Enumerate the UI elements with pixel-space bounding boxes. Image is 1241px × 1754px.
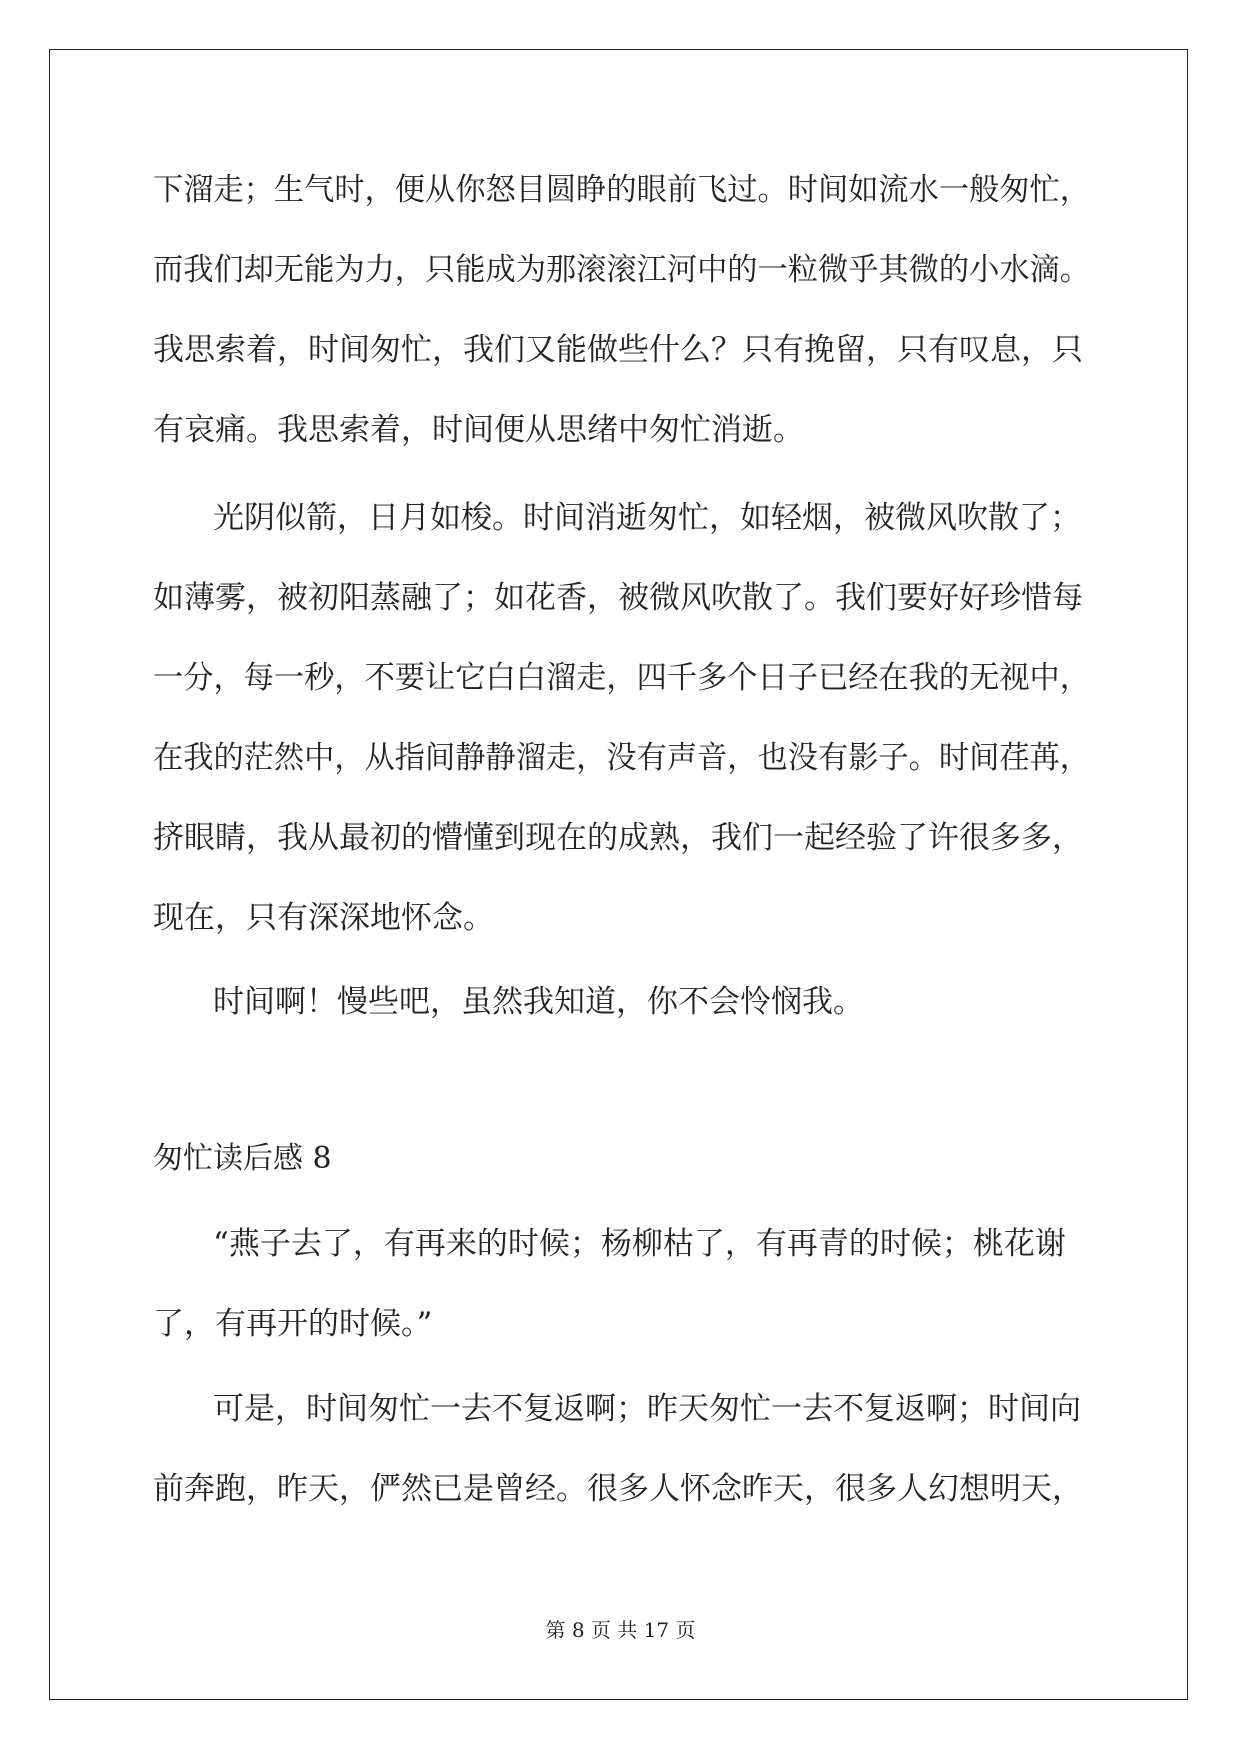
text-line: 前奔跑，昨天，俨然已是曾经。很多人怀念昨天，很多人幻想明天， <box>153 1471 1083 1507</box>
text-line: 如薄雾，被初阳蒸融了；如花香，被微风吹散了。我们要好好珍惜每 <box>153 580 1083 616</box>
text-line: 时间啊！慢些吧，虽然我知道，你不会怜悯我。 <box>213 984 864 1020</box>
text-line: 可是，时间匆忙一去不复返啊；昨天匆忙一去不复返啊；时间向 <box>213 1391 1081 1427</box>
text-line: “燕子去了，有再来的时候；杨柳枯了，有再青的时候；桃花谢 <box>213 1226 1066 1262</box>
text-line: 在我的茫然中，从指间静静溜走，没有声音，也没有影子。时间荏苒， <box>153 740 1090 776</box>
text-line: 而我们却无能为力，只能成为那滚滚江河中的一粒微乎其微的小水滴。 <box>153 252 1090 288</box>
text-line: 有哀痛。我思索着，时间便从思绪中匆忙消逝。 <box>153 412 804 448</box>
section-heading: 匆忙读后感 8 <box>153 1141 332 1176</box>
page-number: 第 8 页 共 17 页 <box>545 1618 696 1642</box>
text-line: 下溜走；生气时，便从你怒目圆睁的眼前飞过。时间如流水一般匆忙， <box>153 172 1090 208</box>
page-border <box>49 49 1188 1700</box>
text-line: 挤眼睛，我从最初的懵懂到现在的成熟，我们一起经验了许很多多， <box>153 820 1083 856</box>
text-line: 一分，每一秒，不要让它白白溜走，四千多个日子已经在我的无视中， <box>153 660 1090 696</box>
text-line: 光阴似箭，日月如梭。时间消逝匆忙，如轻烟，被微风吹散了； <box>213 500 1081 536</box>
text-line: 现在，只有深深地怀念。 <box>153 900 494 936</box>
text-line: 我思索着，时间匆忙，我们又能做些什么？只有挽留，只有叹息，只 <box>153 332 1083 368</box>
text-line: 了，有再开的时候。” <box>153 1306 433 1342</box>
